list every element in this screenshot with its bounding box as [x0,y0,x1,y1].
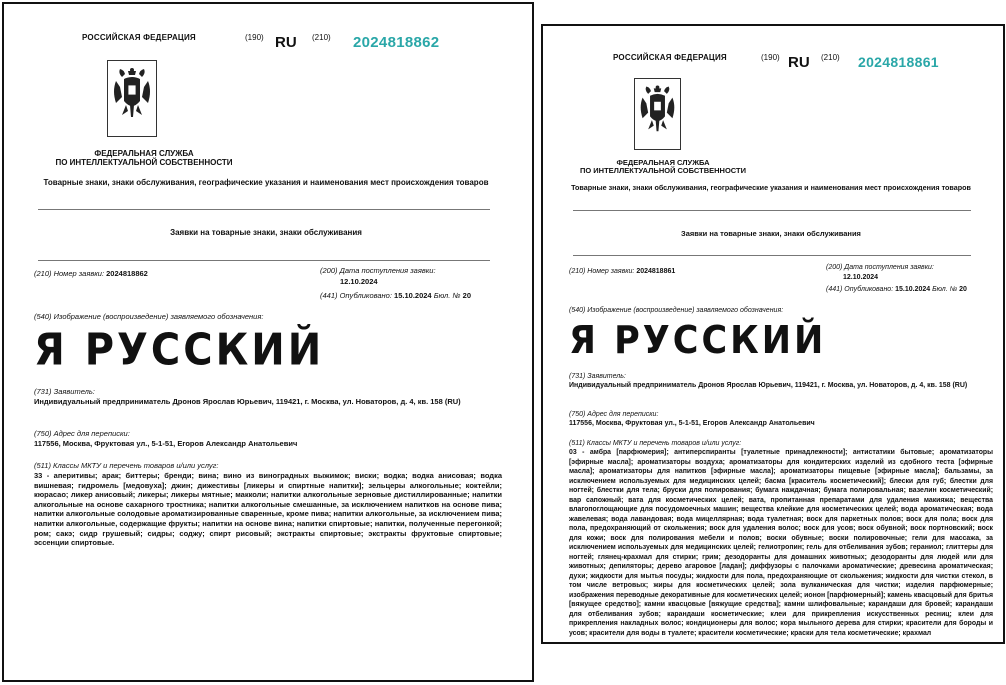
application-number-label: (210) Номер заявки: [569,268,635,275]
divider [38,209,490,210]
publication-date: 15.10.2024 [394,291,432,300]
publication-row [320,291,471,301]
trademark-image-text: Я РУССКИЙ [569,319,827,363]
agency-name-line1: ФЕДЕРАЛЬНАЯ СЛУЖБА [94,149,194,158]
classes-label: (511) Классы МКТУ и перечень товаров и/или услуг: [569,440,742,447]
image-label: (540) Изображение (воспроизведение) заявляемого обозначения: [569,307,784,314]
bulletin-label: Бюл. № [932,286,958,293]
code-210: (210) [821,53,840,62]
address-value: 117556, Москва, Фруктовая ул., 5-1-51, Егоров Александр Анатольевич [569,420,815,427]
section-title: Заявки на товарные знаки, знаки обслуживания [681,229,861,238]
bulletin-number: 20 [462,291,472,300]
application-number-row [34,269,148,279]
publication-row [826,285,967,295]
agency-name-line2: ПО ИНТЕЛЛЕКТУАЛЬНОЙ СОБСТВЕННОСТИ [579,166,746,175]
filing-date-value: 12.10.2024 [843,274,879,281]
document-page-right [541,24,1005,644]
publication-label: (441) Опубликовано: [826,286,894,293]
document-subtitle: Товарные знаки, знаки обслуживания, географические указания и наименования мест происхождения товаров [43,178,489,187]
section-title: Заявки на товарные знаки, знаки обслуживания [170,228,362,237]
applicant-label: (731) Заявитель: [569,373,626,380]
application-number-row [569,267,675,277]
classes-goods-list: 03 - амбра [парфюмерия]; антиперспиранты [туалетные принадлежности]; антистатики бытовые; ароматизаторы [эфирные масла]; ароматизаторы воздуха; ароматизаторы для кондитерских изделий из сдобного теста [эфирные масла]; ароматизаторы для напитков [эфирные масла]; ароматизаторы пищевые [эфирные масла]; бальзамы, за исключением используемых для медицинских целей; басма [краситель косметический]; блески для губ; блестки для ногтей; блестки для тела; бруски для полирования; бумага наждачная; бумага полировальная; вазелин косметический; вар сапожный; вата для косметических целей; вата, пропитанная препаратами для удаления макияжа; вещества влагопоглощающие для посудомоечных машин; вещества клейкие для косметических целей; вода ароматическая; вода жавелевая; вода лавандовая; вода мицеллярная; вода туалетная; воск для паркетных полов; воск для пола; воск для пола, предохраняющий от скольжения; воск для удаления волос; воск для усов; воск обувной; воск портновский; воск для кожи; воск для полирования мебели и полов; воски обувные; воски полировочные; гели для массажа, за исключением используемых для медицинских целей; гелиотропин; гель для отбеливания зубов; гераниол; глиттеры для ногтей; глянец-крахмал для стирки; грим; дезодоранты для домашних животных; дезодоранты для людей или для животных; депиляторы; дерево агаровое [ладан]; диффузоры с палочками ароматические; древесина ароматическая; духи; жидкости для мытья посуды; жидкости для пола, предохраняющие от скольжения; жидкости для чистки стекол, в том числе ветровых; жиры для косметических целей; зола вулканическая для чистки; изделия парфюмерные; изображения переводные декоративные для косметических целей; ионон [парфюмерный]; камень квасцовый для бритья [вяжущее средство]; камни квасцовые [вяжущие средства]; камни шлифовальные; карандаши для бровей; карандаши для отбеливания зубов; карандаши косметические; клеи для прикрепления искусственных ресниц; клеи для прикрепления накладных волос; кондиционеры для волос; кора мыльного дерева для стирки; красители для бороды и усов; красители для воды в туалете; красители косметические; краски для тела косметические; крахмал [569,449,993,637]
divider [38,260,490,261]
divider [573,210,971,211]
application-number-label: (210) Номер заявки: [34,269,105,278]
code-190: (190) [761,53,780,62]
registration-number: 2024818861 [858,54,939,70]
classes-label: (511) Классы МКТУ и перечень товаров и/или услуг: [34,461,219,470]
filing-date-label: (200) Дата поступления заявки: [320,266,436,275]
filing-date-label: (200) Дата поступления заявки: [826,264,934,271]
address-label: (750) Адрес для переписки: [569,411,659,418]
bulletin-label: Бюл. № [433,291,461,300]
double-headed-eagle-icon [108,61,156,136]
application-number-value: 2024818862 [106,269,148,278]
country-code-ru: RU [275,34,297,51]
address-value: 117556, Москва, Фруктовая ул., 5-1-51, Егоров Александр Анатольевич [34,439,298,448]
bulletin-number: 20 [959,286,967,293]
applicant-value: Индивидуальный предприниматель Дронов Ярослав Юрьевич, 119421, г. Москва, ул. Новаторов, д. 4, кв. 158 (RU) [34,397,461,406]
registration-number: 2024818862 [353,34,440,51]
image-label: (540) Изображение (воспроизведение) заявляемого обозначения: [34,312,264,321]
applicant-value: Индивидуальный предприниматель Дронов Ярослав Юрьевич, 119421, г. Москва, ул. Новаторов, д. 4, кв. 158 (RU) [569,382,968,389]
publication-date: 15.10.2024 [895,286,931,293]
classes-goods-list: 33 - аперитивы; арак; биттеры; бренди; вина; вино из виноградных выжимок; виски; водка; водка анисовая; водка вишневая; гидромель [медовуха]; джин; дижестивы [ликеры и спиртные напитки]; зельцеры алкогольные; коктейли; кюрасао; ликер анисовый; ликеры; ликеры мятные; макколи; напитки алкогольные зерновые дистиллированные; напитки алкогольные на основе сахарного тростника; напитки алкогольные смешанные, за исключением напитков на основе пива; напитки алкогольные солодовые ароматизированные сваренные, кроме пива; напитки алкогольные, за исключением пива; напитки алкогольные, содержащие фрукты; напитки на основе вина; напитки спиртовые; напитки, полученные перегонкой; ром; сакэ; сидр грушевый; сидры; соджу; спирт рисовый; экстракты спиртовые; экстракты фруктовые спиртовые; эссенции спиртовые. [34,471,502,548]
code-210: (210) [312,33,331,42]
publication-label: (441) Опубликовано: [320,291,392,300]
country-name: РОССИЙСКАЯ ФЕДЕРАЦИЯ [613,53,727,62]
double-headed-eagle-icon [635,79,680,149]
coat-of-arms-emblem [107,60,157,137]
divider [573,255,971,256]
filing-date-value: 12.10.2024 [340,277,378,286]
agency-name-line2: ПО ИНТЕЛЛЕКТУАЛЬНОЙ СОБСТВЕННОСТИ [55,158,233,167]
code-190: (190) [245,33,264,42]
agency-name-line1: ФЕДЕРАЛЬНАЯ СЛУЖБА [616,158,710,167]
country-code-ru: RU [788,54,810,71]
document-subtitle: Товарные знаки, знаки обслуживания, географические указания и наименования мест происхождения товаров [571,183,971,192]
address-label: (750) Адрес для переписки: [34,429,130,438]
application-number-value: 2024818861 [636,268,676,275]
trademark-image-text: Я РУССКИЙ [34,325,325,376]
document-page-left [2,2,534,682]
coat-of-arms-emblem [634,78,681,150]
country-name: РОССИЙСКАЯ ФЕДЕРАЦИЯ [82,33,196,42]
applicant-label: (731) Заявитель: [34,387,95,396]
